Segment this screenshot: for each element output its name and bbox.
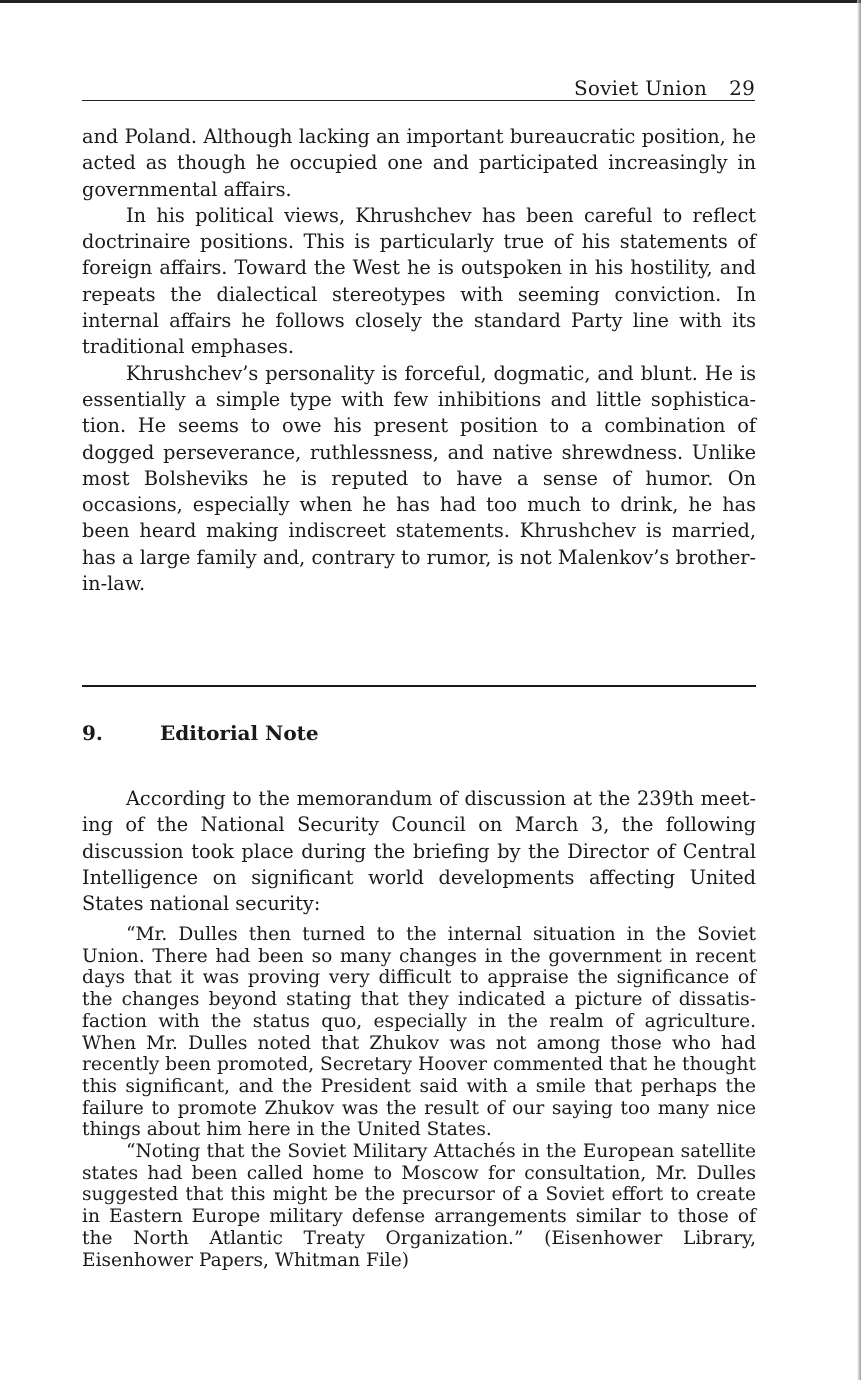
section-heading [82, 720, 319, 746]
quote-paragraph: “Noting that the Soviet Military Attachés in the European satellite states had been called home to Moscow for consultation, Mr. Dulles suggested that this might be the precursor of a Soviet effort to create in Eastern Europe military defense arrangements similar to those of the North Atlantic Treaty Organization.” (Eisenhower Library, Eisenhower Papers, Whitman File) [82, 1141, 756, 1271]
running-header-title: Soviet Union [574, 76, 708, 100]
page-right-edge [857, 0, 861, 1380]
section-divider [82, 685, 756, 687]
quoted-memorandum [82, 924, 756, 1271]
editorial-note-body [82, 786, 756, 917]
paragraph: and Poland. Although lacking an important bureaucratic position, he acted as though he occupied one and participated increasingly in governmental affairs. [82, 125, 756, 201]
page-number: 29 [729, 76, 755, 100]
section-title: Editorial Note [160, 721, 319, 745]
paragraph: In his political views, Khrushchev has been careful to reflect doctrinaire positions. This is particularly true of his statements of foreign affairs. Toward the West he is outspoken in his hostility, and repeats the dialectical stereotypes with seeming conviction. In internal affairs he follows closely the standard Party line with its traditional emphases. [82, 203, 756, 359]
continued-text [82, 124, 756, 597]
paragraph: According to the memorandum of discussion at the 239th meeting of the National Security Council on March 3, the following discussion took place during the briefing by the Director of Central Intelligence on significant world developments affecting United States national security: [82, 787, 756, 916]
page-top-border [0, 0, 861, 3]
section-number: 9. [82, 721, 103, 745]
paragraph: Khrushchev’s personality is forceful, dogmatic, and blunt. He is essentially a simple type with few inhibitions and little sophistication. He seems to owe his present position to a combination of dogged perseverance, ruthlessness, and native shrewdness. Unlike most Bolsheviks he is reputed to have a sense of humor. On occasions, especially when he has had too much to drink, he has been heard making indiscreet statements. Khrushchev is married, has a large family and, contrary to rumor, is not Malenkov’s brother-in-law. [82, 361, 756, 596]
running-header [82, 76, 755, 101]
quote-paragraph: “Mr. Dulles then turned to the internal situation in the Soviet Union. There had been so many changes in the government in recent days that it was proving very difficult to appraise the significance of the changes beyond stating that they indicated a picture of dissatisfaction with the status quo, especially in the realm of agriculture. When Mr. Dulles noted that Zhukov was not among those who had recently been promoted, Secretary Hoover commented that he thought this significant, and the President said with a smile that perhaps the failure to promote Zhukov was the result of our saying too many nice things about him here in the United States. [82, 924, 756, 1141]
